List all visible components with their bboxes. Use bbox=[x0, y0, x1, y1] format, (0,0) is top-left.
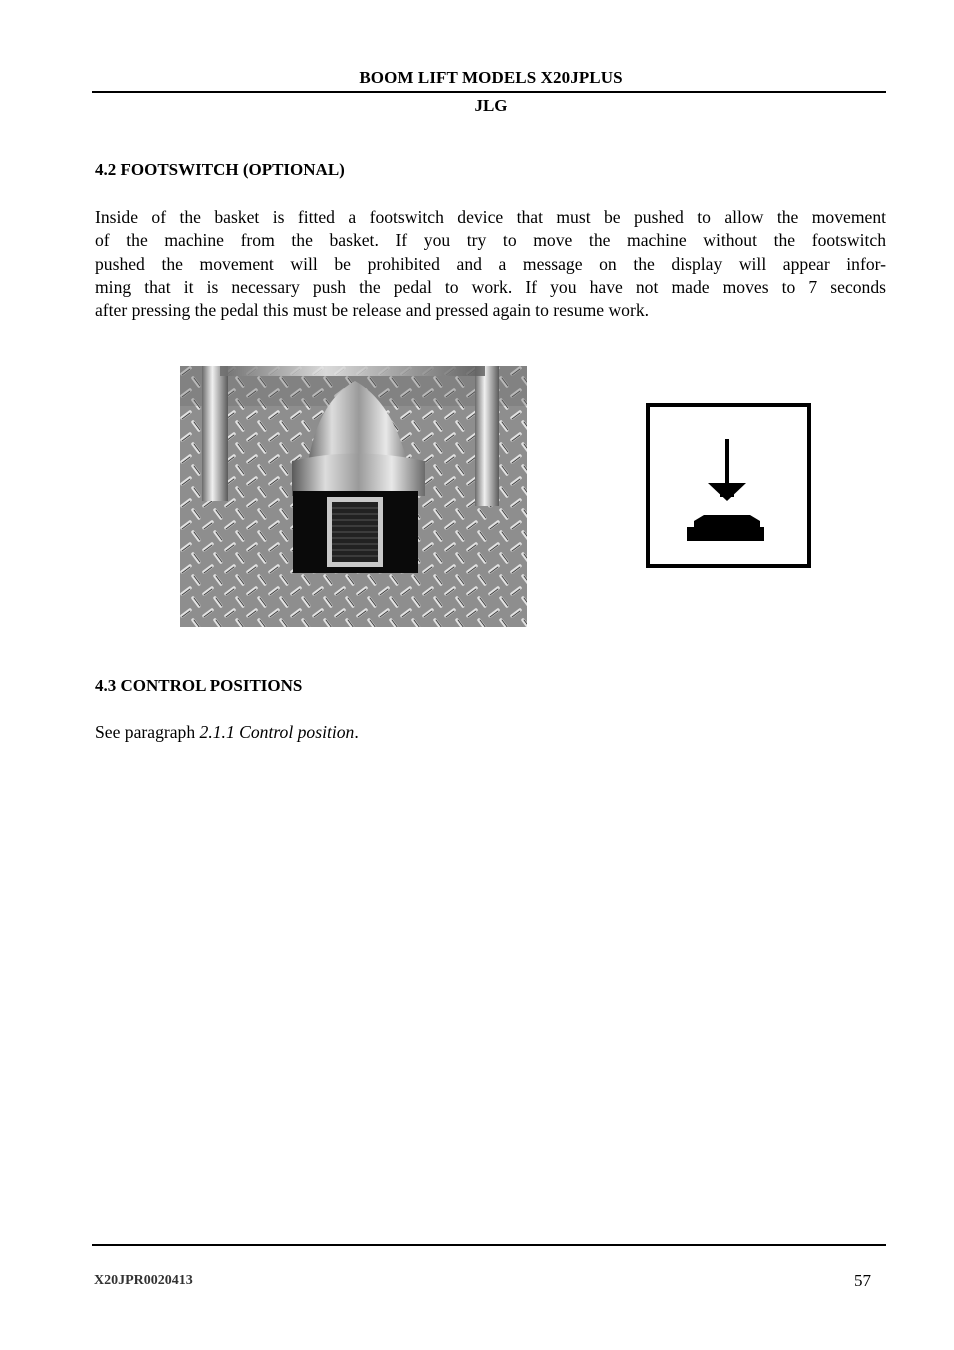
control-position-reference: 2.1.1 Control position bbox=[199, 722, 355, 742]
section-heading-control-positions: 4.3 CONTROL POSITIONS bbox=[95, 676, 303, 695]
footer-divider bbox=[92, 1244, 886, 1246]
paragraph-line: of the machine from the basket. If you try to move the machine without the footswitch bbox=[95, 230, 886, 251]
footswitch-paragraph bbox=[95, 206, 886, 322]
paragraph-line: pushed the movement will be prohibited and a message on the display will appear infor- bbox=[95, 253, 886, 274]
footswitch-photo-illustration bbox=[180, 366, 527, 627]
document-header-brand: JLG bbox=[474, 96, 508, 115]
paragraph-line: Inside of the basket is fitted a footswitch device that must be pushed to allow the movement bbox=[95, 207, 886, 227]
header-divider bbox=[92, 91, 886, 93]
see-paragraph-prefix: See paragraph bbox=[95, 722, 200, 742]
document-code: X20JPR0020413 bbox=[94, 1273, 193, 1288]
page-number: 57 bbox=[854, 1271, 871, 1290]
document-header-title: BOOM LIFT MODELS X20JPLUS bbox=[359, 68, 623, 87]
see-paragraph-suffix: . bbox=[354, 722, 359, 742]
control-positions-text bbox=[95, 722, 359, 743]
paragraph-line: ming that it is necessary push the pedal to work. If you have not made moves to 7 seconds bbox=[95, 276, 886, 297]
paragraph-line: after pressing the pedal this must be release and pressed again to resume work. bbox=[95, 300, 650, 321]
section-heading-footswitch: 4.2 FOOTSWITCH (OPTIONAL) bbox=[95, 160, 345, 179]
footswitch-photo bbox=[180, 366, 527, 627]
footswitch-pictogram-icon bbox=[646, 403, 811, 568]
